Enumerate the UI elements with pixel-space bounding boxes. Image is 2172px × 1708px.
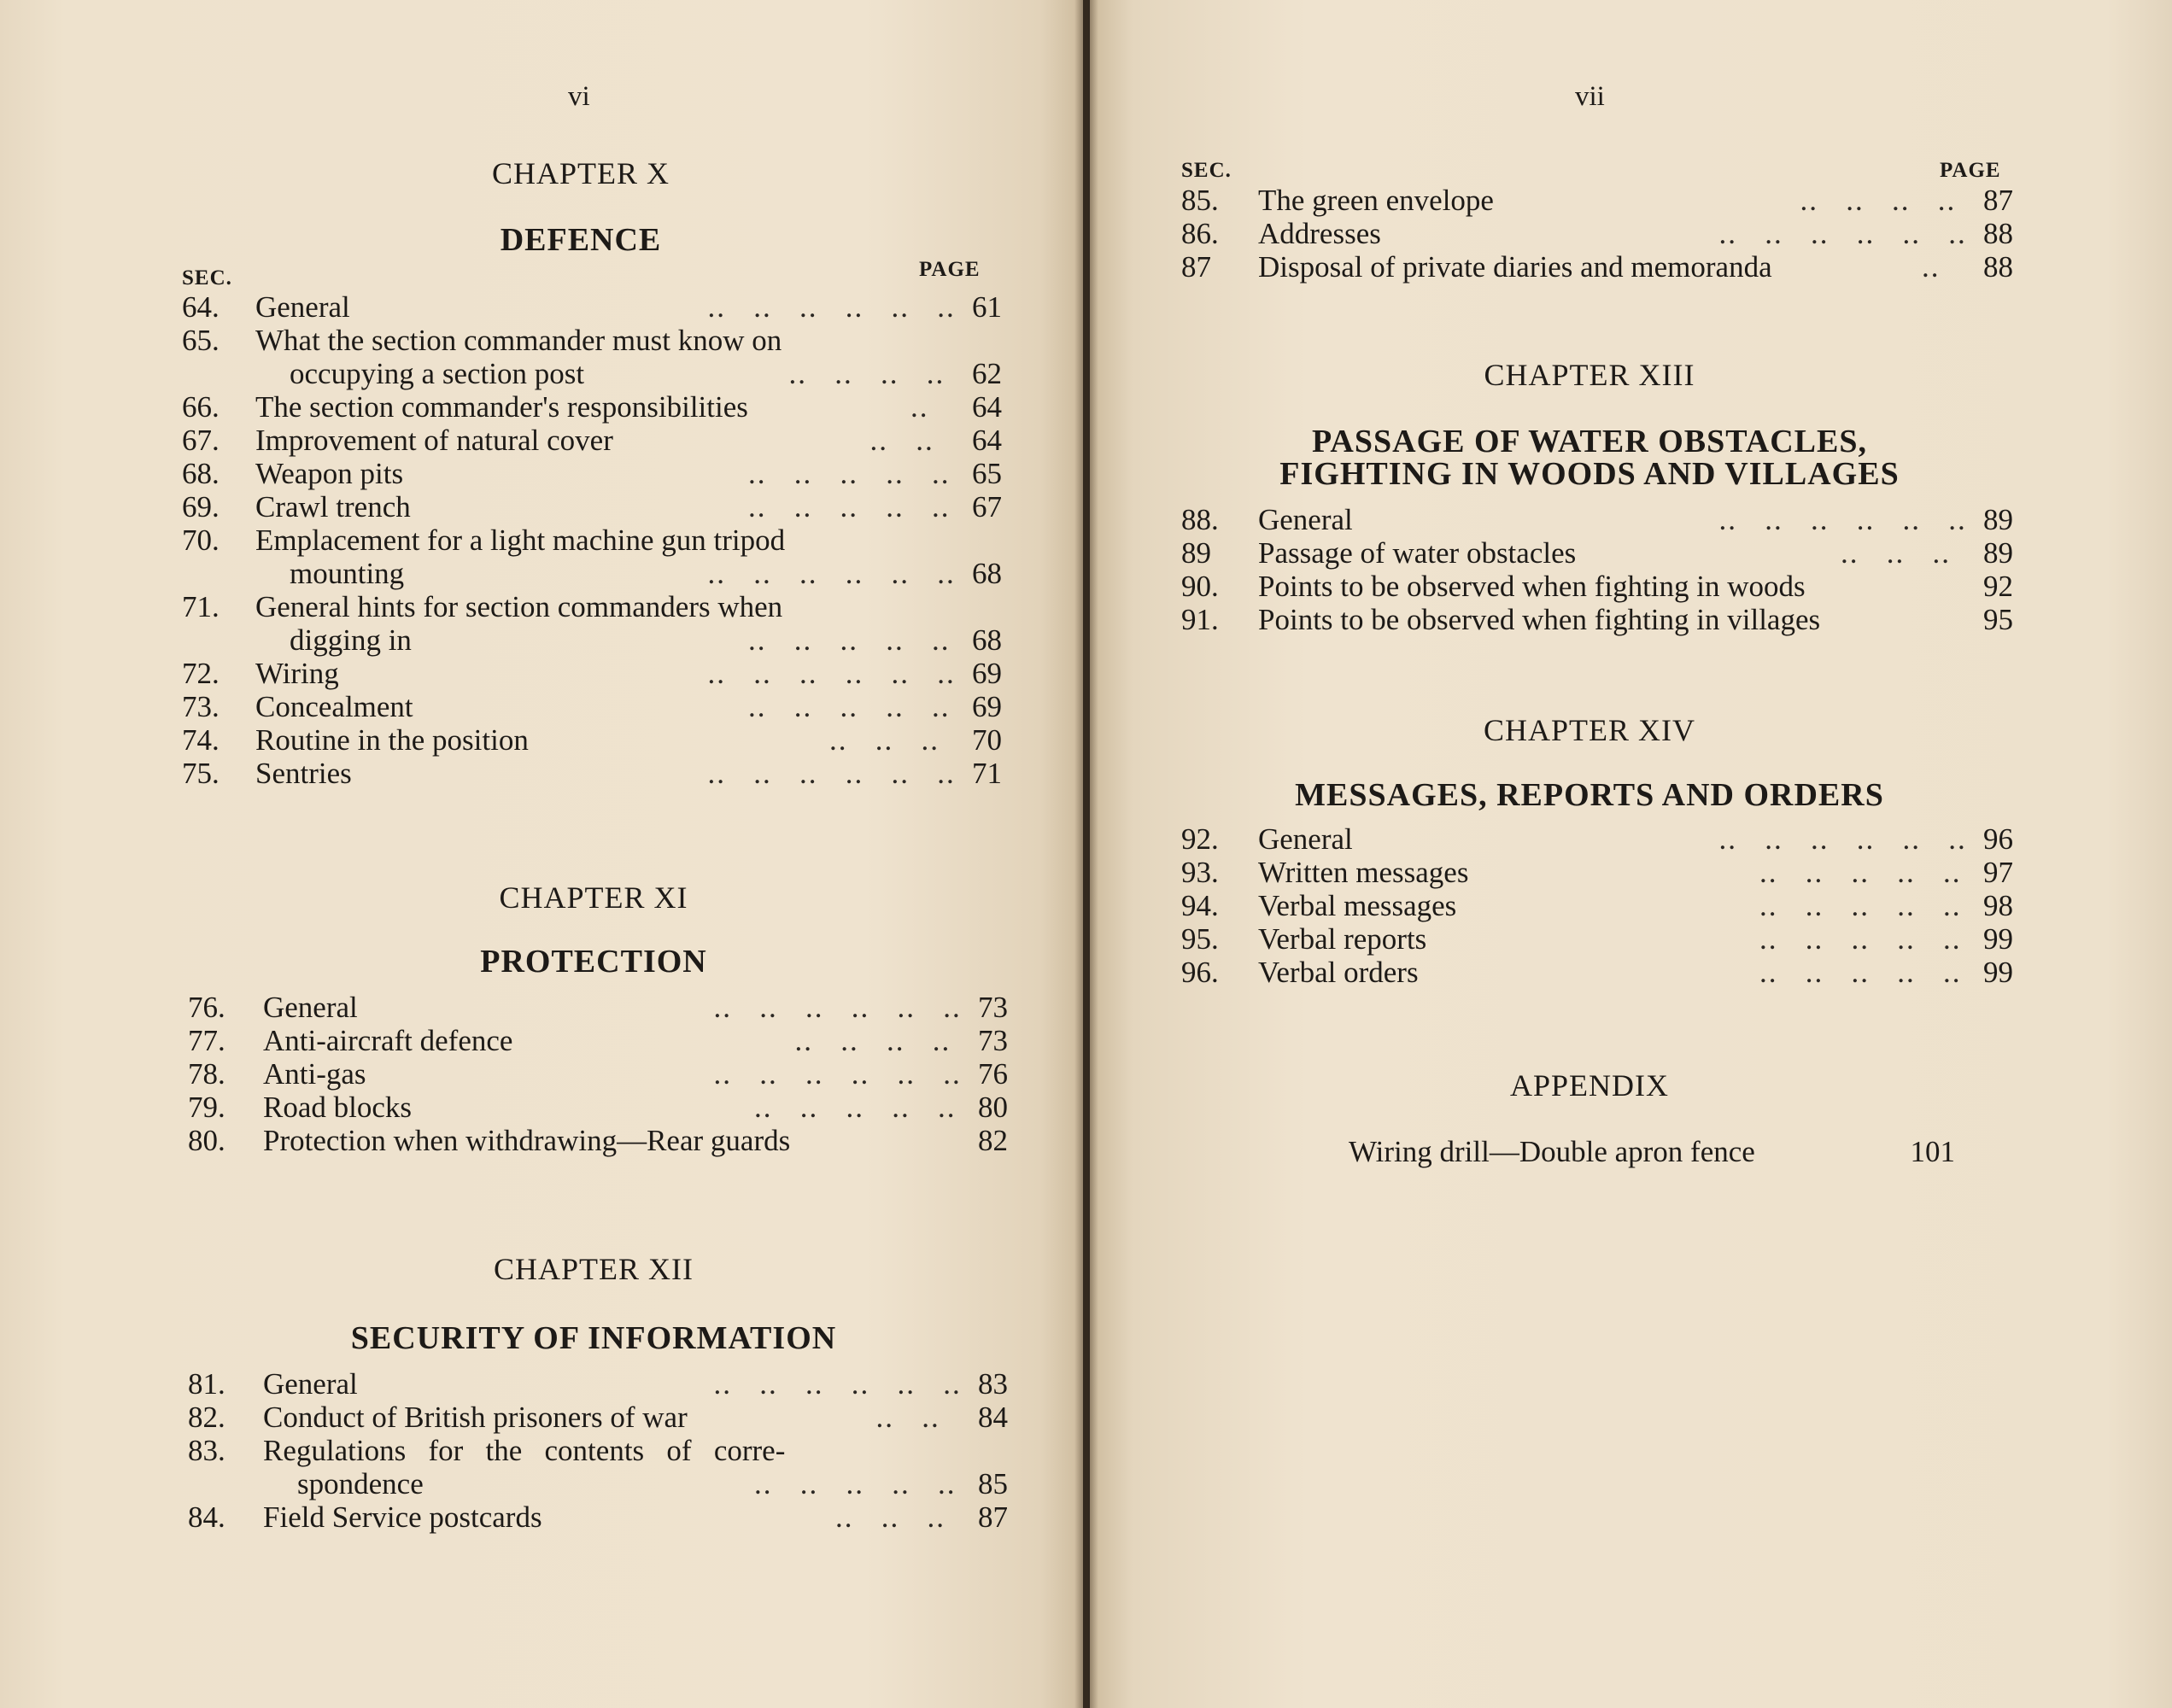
- entry-text: General hints for section commanders when: [255, 590, 783, 623]
- leader-dots: .. ..: [869, 424, 934, 457]
- entry-text: Concealment: [255, 690, 413, 723]
- entry-text: Verbal reports: [1258, 922, 1427, 956]
- entry-page: 89: [1983, 503, 2013, 536]
- entry-number: 78.: [188, 1057, 225, 1091]
- entry-text: Points to be observed when fighting in villages: [1258, 603, 1821, 636]
- appendix-heading: APPENDIX: [1509, 1068, 1669, 1103]
- toc-entry: [1181, 503, 2035, 536]
- chapter-heading: CHAPTER X: [491, 156, 670, 190]
- leader-dots: .. .. ..: [829, 723, 940, 757]
- entry-number: 86.: [1181, 217, 1219, 250]
- chapter-title: PASSAGE OF WATER OBSTACLES,: [1312, 424, 1867, 459]
- entry-text: Verbal messages: [1258, 889, 1457, 922]
- entry-page: 96: [1983, 822, 2013, 856]
- entry-number: 87: [1181, 250, 1211, 284]
- entry-page: 89: [1983, 536, 2013, 570]
- entry-text: Regulations for the contents of corre-: [263, 1434, 786, 1467]
- toc-entry: [1181, 217, 2035, 250]
- leader-dots: ..: [1922, 250, 1941, 284]
- toc-entry: [1181, 822, 2035, 856]
- entry-page: 80: [978, 1091, 1008, 1124]
- entry-number: 96.: [1181, 956, 1219, 989]
- leader-dots: .. .. .. .. ..: [1759, 856, 1962, 889]
- leader-dots: .. .. ..: [835, 1500, 945, 1534]
- chapter-title: MESSAGES, REPORTS AND ORDERS: [1295, 777, 1884, 813]
- leader-dots: .. .. .. .. ..: [1759, 922, 1962, 956]
- entry-text: General: [263, 991, 358, 1024]
- leader-dots: .. .. .. .. .. ..: [713, 1367, 962, 1401]
- chapter-title: PROTECTION: [480, 944, 707, 980]
- toc-entry: [188, 991, 1008, 1024]
- entry-number: 91.: [1181, 603, 1219, 636]
- entry-text: Road blocks: [263, 1091, 413, 1124]
- entry-number: 65.: [182, 324, 220, 357]
- toc-entry: [188, 1500, 1008, 1534]
- entry-number: 90.: [1181, 570, 1219, 603]
- entry-text: Weapon pits: [255, 457, 404, 490]
- entry-text: Points to be observed when fighting in woods: [1258, 570, 1806, 603]
- entry-number: 93.: [1181, 856, 1219, 889]
- entry-text: What the section commander must know on: [255, 324, 782, 357]
- leader-dots: .. .. .. .. .. ..: [707, 657, 956, 690]
- entry-number: 72.: [182, 657, 220, 690]
- leader-dots: .. .. .. .. ..: [748, 623, 951, 657]
- entry-text: Emplacement for a light machine gun tripod: [255, 524, 786, 557]
- page-number: vii: [1575, 81, 1605, 112]
- entry-text: General: [263, 1367, 358, 1401]
- entry-page: 71: [972, 757, 1002, 790]
- entry-text: Anti-gas: [263, 1057, 366, 1091]
- entry-number: 74.: [182, 723, 220, 757]
- leader-dots: .. ..: [875, 1401, 940, 1434]
- entry-page: 88: [1983, 217, 2013, 250]
- entry-text: Anti-aircraft defence: [263, 1024, 513, 1057]
- page-column-header: PAGE: [919, 258, 981, 281]
- toc-entry: [188, 1401, 1008, 1434]
- chapter-heading: CHAPTER XIV: [1483, 713, 1695, 747]
- entry-number: 67.: [182, 424, 220, 457]
- entry-text-continued: spondence: [297, 1467, 424, 1500]
- entry-text: Wiring: [255, 657, 339, 690]
- entry-text: Crawl trench: [255, 490, 411, 524]
- entry-text: General: [1258, 503, 1353, 536]
- entry-text: General: [255, 290, 350, 324]
- toc-entry: [182, 457, 1002, 490]
- toc-entry: [182, 490, 1002, 524]
- entry-page: 99: [1983, 956, 2013, 989]
- entry-text: Conduct of British prisoners of war: [263, 1401, 688, 1434]
- entry-text: Field Service postcards: [263, 1500, 542, 1534]
- leader-dots: .. .. .. .. ..: [748, 457, 951, 490]
- entry-page: 61: [972, 290, 1002, 324]
- toc-entry: [1181, 184, 2035, 217]
- entry-text: Routine in the position: [255, 723, 529, 757]
- leader-dots: .. .. .. .. .. ..: [707, 757, 956, 790]
- entry-page: 84: [978, 1401, 1008, 1434]
- toc-entry: [188, 1057, 1008, 1091]
- entry-page: 68: [972, 557, 1002, 590]
- entry-page: 83: [978, 1367, 1008, 1401]
- entry-number: 85.: [1181, 184, 1219, 217]
- toc-entry: [1181, 603, 2035, 636]
- leader-dots: .. .. .. .. .. ..: [707, 290, 956, 324]
- toc-entry: [188, 1124, 1008, 1157]
- entry-number: 76.: [188, 991, 225, 1024]
- toc-entry: [188, 1434, 1008, 1500]
- entry-page: 64: [972, 390, 1002, 424]
- leader-dots: .. .. .. .. .. ..: [707, 557, 956, 590]
- leader-dots: .. .. ..: [1841, 536, 1951, 570]
- entry-text-continued: occupying a section post: [290, 357, 585, 390]
- entry-page: 73: [978, 991, 1008, 1024]
- entry-number: 70.: [182, 524, 220, 557]
- chapter-title: DEFENCE: [500, 222, 662, 258]
- entry-text: Improvement of natural cover: [255, 424, 613, 457]
- entry-number: 88.: [1181, 503, 1219, 536]
- entry-number: 77.: [188, 1024, 225, 1057]
- entry-page: 70: [972, 723, 1002, 757]
- leader-dots: .. .. .. .. ..: [748, 690, 951, 723]
- leader-dots: .. .. .. .. .. ..: [1718, 217, 1967, 250]
- chapter-heading: CHAPTER XIII: [1484, 358, 1695, 392]
- toc-entry: [1181, 956, 2035, 989]
- entry-number: 71.: [182, 590, 220, 623]
- leader-dots: .. .. .. .. .. ..: [713, 991, 962, 1024]
- entry-number: 83.: [188, 1434, 225, 1467]
- entry-number: 89: [1181, 536, 1211, 570]
- entry-text: Verbal orders: [1258, 956, 1419, 989]
- entry-number: 66.: [182, 390, 220, 424]
- entry-page: 87: [1983, 184, 2013, 217]
- toc-entry: [182, 590, 1002, 657]
- leader-dots: .. .. .. .. ..: [748, 490, 951, 524]
- leader-dots: ..: [910, 390, 929, 424]
- toc-entry: [182, 290, 1002, 324]
- toc-entry: [1181, 536, 2035, 570]
- entry-number: 79.: [188, 1091, 225, 1124]
- toc-entry: [1181, 570, 2035, 603]
- entry-text: Wiring drill—Double apron fence: [1349, 1135, 1755, 1168]
- entry-number: 94.: [1181, 889, 1219, 922]
- leader-dots: .. .. .. .. ..: [754, 1091, 957, 1124]
- entry-page: 64: [972, 424, 1002, 457]
- entry-text-continued: mounting: [290, 557, 405, 590]
- toc-entry: [1181, 856, 2035, 889]
- entry-number: 68.: [182, 457, 220, 490]
- toc-entry: [182, 324, 1002, 390]
- leader-dots: .. .. .. ..: [794, 1024, 951, 1057]
- page-number: vi: [568, 81, 590, 112]
- entry-text: Protection when withdrawing—Rear guards: [263, 1124, 791, 1157]
- left-page: [0, 0, 1083, 1708]
- leader-dots: .. .. .. .. ..: [1759, 956, 1962, 989]
- chapter-title: SECURITY OF INFORMATION: [350, 1320, 837, 1356]
- entry-page: 99: [1983, 922, 2013, 956]
- entry-number: 95.: [1181, 922, 1219, 956]
- sec-column-header: SEC.: [1181, 159, 1232, 182]
- toc-entry: [182, 390, 1002, 424]
- leader-dots: .. .. .. .. .. ..: [1718, 503, 1967, 536]
- toc-entry: [1181, 922, 2035, 956]
- entry-number: 64.: [182, 290, 220, 324]
- toc-entry: [182, 424, 1002, 457]
- right-page: [1090, 0, 2172, 1708]
- entry-text: Passage of water obstacles: [1258, 536, 1577, 570]
- entry-text: Disposal of private diaries and memoranda: [1258, 250, 1772, 284]
- entry-page: 95: [1983, 603, 2013, 636]
- entry-text: The section commander's responsibilities: [255, 390, 748, 424]
- entry-page: 76: [978, 1057, 1008, 1091]
- leader-dots: .. .. .. ..: [788, 357, 945, 390]
- toc-entry: [182, 657, 1002, 690]
- entry-number: 69.: [182, 490, 220, 524]
- entry-page: 65: [972, 457, 1002, 490]
- entry-page: 101: [1910, 1135, 1955, 1168]
- entry-page: 62: [972, 357, 1002, 390]
- leader-dots: .. .. .. .. .. ..: [1718, 822, 1967, 856]
- entry-page: 87: [978, 1500, 1008, 1534]
- entry-text: Addresses: [1258, 217, 1381, 250]
- toc-entry: [182, 723, 1002, 757]
- entry-number: 84.: [188, 1500, 225, 1534]
- leader-dots: .. .. .. ..: [1800, 184, 1957, 217]
- leader-dots: .. .. .. .. ..: [754, 1467, 957, 1500]
- toc-entry: [182, 757, 1002, 790]
- entry-number: 82.: [188, 1401, 225, 1434]
- chapter-heading: CHAPTER XII: [494, 1252, 694, 1286]
- entry-page: 97: [1983, 856, 2013, 889]
- toc-entry: [182, 690, 1002, 723]
- appendix-entry: [1349, 1135, 2015, 1169]
- entry-page: 92: [1983, 570, 2013, 603]
- entry-number: 81.: [188, 1367, 225, 1401]
- entry-page: 82: [978, 1124, 1008, 1157]
- entry-page: 67: [972, 490, 1002, 524]
- page-column-header: PAGE: [1940, 159, 2001, 182]
- toc-entry: [188, 1024, 1008, 1057]
- entry-number: 80.: [188, 1124, 225, 1157]
- entry-page: 69: [972, 690, 1002, 723]
- entry-number: 92.: [1181, 822, 1219, 856]
- entry-page: 68: [972, 623, 1002, 657]
- entry-text-continued: digging in: [290, 623, 412, 657]
- book-gutter: [1074, 0, 1098, 1708]
- entry-page: 85: [978, 1467, 1008, 1500]
- entry-text: General: [1258, 822, 1353, 856]
- entry-page: 73: [978, 1024, 1008, 1057]
- chapter-heading: CHAPTER XI: [499, 880, 688, 915]
- leader-dots: .. .. .. .. .. ..: [713, 1057, 962, 1091]
- entry-text: Written messages: [1258, 856, 1469, 889]
- sec-column-header: SEC.: [182, 266, 232, 290]
- leader-dots: .. .. .. .. ..: [1759, 889, 1962, 922]
- entry-number: 75.: [182, 757, 220, 790]
- toc-entry: [182, 524, 1002, 590]
- chapter-title-line2: FIGHTING IN WOODS AND VILLAGES: [1279, 456, 1900, 492]
- toc-entry: [188, 1091, 1008, 1124]
- entry-page: 98: [1983, 889, 2013, 922]
- toc-entry: [188, 1367, 1008, 1401]
- entry-page: 88: [1983, 250, 2013, 284]
- entry-text: The green envelope: [1258, 184, 1494, 217]
- entry-text: Sentries: [255, 757, 352, 790]
- entry-number: 73.: [182, 690, 220, 723]
- entry-page: 69: [972, 657, 1002, 690]
- toc-entry: [1181, 889, 2035, 922]
- toc-entry: [1181, 250, 2035, 284]
